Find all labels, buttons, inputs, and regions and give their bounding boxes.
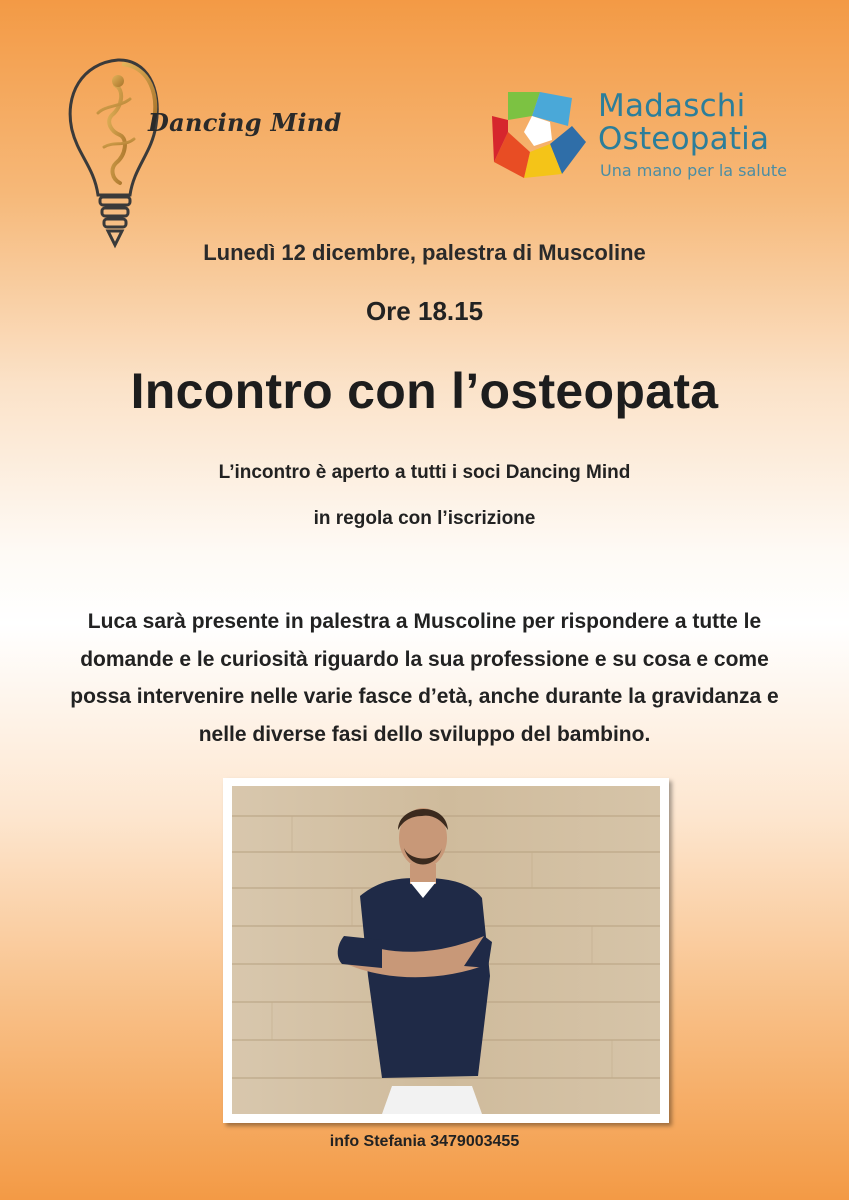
event-description: Luca sarà presente in palestra a Muscoline per rispondere a tutte le domande e le curiosità riguardo la sua professione e su cosa e come possa intervenire nelle varie fasce d’età, anche durante la gravidanza e nelle diverse fasi dello sviluppo del bambino. [70,610,779,746]
intro-line-2: in regola con l’iscrizione [313,508,536,529]
madaschi-logo-mark [490,82,588,180]
madaschi-name-line2: Osteopatia [598,121,770,157]
osteopath-photo [232,786,660,1114]
madaschi-logo-name [598,90,769,156]
dancing-mind-logo-text: Dancing Mind [148,108,342,137]
madaschi-tagline: Una mano per la salute [600,161,787,180]
dancing-mind-logo [60,55,360,260]
event-date-place: Lunedì 12 dicembre, palestra di Muscoline [203,240,646,265]
event-time: Ore 18.15 [365,296,484,326]
contact-info: info Stefania 3479003455 [329,1133,520,1150]
madaschi-name-line1: Madaschi [598,88,746,124]
event-title: Incontro con l’osteopata [130,363,719,419]
intro-line-1: L’incontro è aperto a tutti i soci Dancing Mind [218,462,631,483]
lightbulb-icon [60,55,360,260]
